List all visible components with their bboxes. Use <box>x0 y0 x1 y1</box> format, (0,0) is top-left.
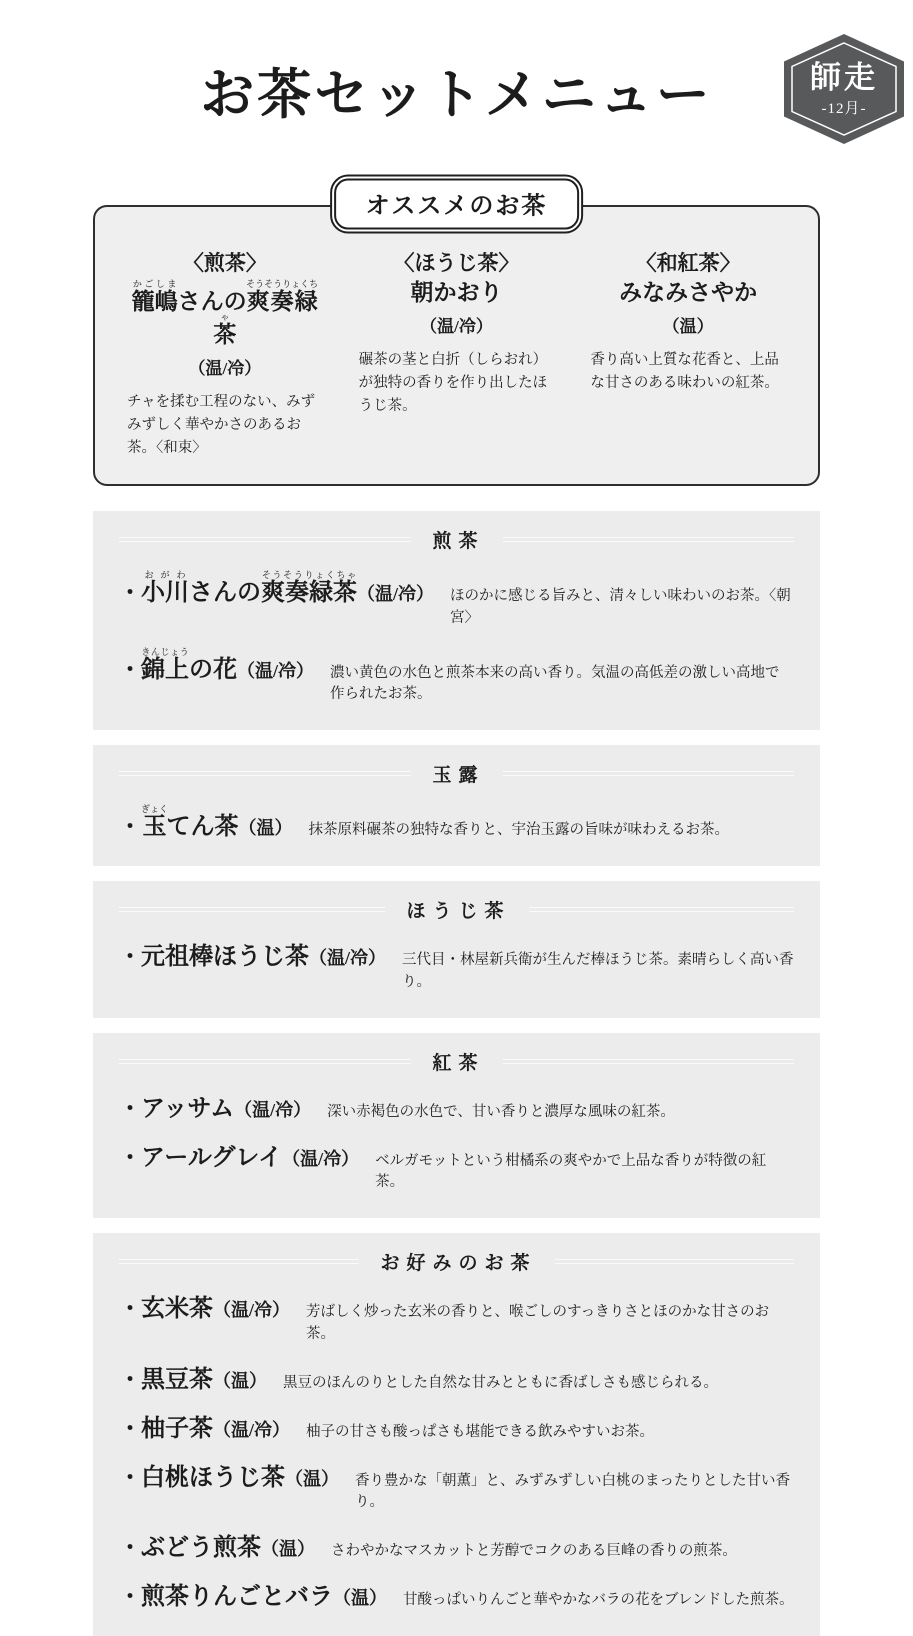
header-line-right <box>503 537 795 542</box>
tea-name: 籠嶋かごしまさんの爽奏緑茶そうそうりょくちゃ <box>131 279 319 347</box>
tea-name: 錦上きんじょうの花 <box>141 646 238 683</box>
recommended-item <box>109 247 341 460</box>
tea-item <box>119 570 794 630</box>
recommended-item <box>341 247 573 460</box>
bullet-marker: ・ <box>119 1366 142 1392</box>
section-header <box>119 526 794 553</box>
tea-temperature: （温/冷） <box>188 358 262 378</box>
tea-name-ruby: 錦上きんじょう <box>141 646 190 683</box>
tea-temperature: （温/冷） <box>282 1148 360 1169</box>
tea-name: アッサム <box>141 1095 235 1122</box>
tea-description: 芳ばしく炒った玄米の香りと、喉ごしのすっきりさとほのかな甘さのお茶。 <box>306 1304 770 1342</box>
tea-temperature: （温/冷） <box>213 1300 291 1321</box>
tea-name: 煎茶りんごとバラ <box>141 1584 334 1611</box>
tea-name-ruby: 爽奏緑茶そうそうりょくちゃ <box>261 570 358 607</box>
tea-category: 〈煎茶〉 <box>182 251 267 275</box>
section-items <box>119 570 794 706</box>
tea-name: 黒豆茶 <box>141 1366 214 1393</box>
tea-section <box>93 1033 820 1219</box>
tea-item <box>119 1531 794 1563</box>
tea-item <box>119 1412 794 1444</box>
tea-name: 小川おがわさんの爽奏緑茶そうそうりょくちゃ <box>141 570 358 607</box>
section-list <box>0 511 913 1636</box>
tea-name-ruby: 玉ぎょく <box>141 804 169 841</box>
tea-description: 濃い黄色の水色と煎茶本来の高い香り。気温の高低差の激しい高地で作られたお茶。 <box>330 664 780 703</box>
bullet-marker: ・ <box>119 1144 142 1170</box>
section-header <box>119 760 794 787</box>
header-line-right <box>555 1259 795 1264</box>
tea-item <box>119 940 794 994</box>
section-header <box>119 1248 794 1275</box>
bullet-marker: ・ <box>119 1095 142 1121</box>
bullet-marker: ・ <box>119 1296 142 1322</box>
header-line-left <box>119 1259 359 1264</box>
section-header <box>119 1048 794 1075</box>
tea-section <box>93 1233 820 1636</box>
section-title: 玉露 <box>432 765 485 787</box>
tea-name: アールグレイ <box>141 1144 283 1171</box>
bullet-marker: ・ <box>119 656 142 682</box>
tea-temperature: （温/冷） <box>234 1099 312 1120</box>
header-line-left <box>119 1059 411 1064</box>
tea-item <box>119 804 794 842</box>
tea-section <box>93 745 820 866</box>
tea-name-ruby: 爽奏緑茶そうそうりょくちゃ <box>213 279 319 347</box>
header-line-right <box>529 907 795 912</box>
tea-item <box>119 1363 794 1395</box>
bullet-marker: ・ <box>119 944 142 970</box>
tea-name: 玉ぎょくてん茶 <box>141 804 239 841</box>
tea-name: みなみさやか <box>619 280 758 305</box>
tea-item <box>119 1141 794 1195</box>
section-title: お好みのお茶 <box>380 1253 537 1275</box>
tea-description: ほのかに感じる旨みと、清々しい味わいのお茶。〈朝宮〉 <box>450 588 791 626</box>
bullet-marker: ・ <box>119 1464 142 1490</box>
tea-item <box>119 1292 794 1346</box>
tea-temperature: （温） <box>333 1588 388 1609</box>
tea-temperature: （温/冷） <box>213 1419 291 1440</box>
tea-temperature: （温） <box>261 1539 316 1560</box>
section-items <box>119 1292 794 1612</box>
tea-temperature: （温/冷） <box>309 948 387 969</box>
tea-item <box>119 1092 794 1124</box>
page-title: お茶セットメニュー <box>200 65 713 125</box>
section-title: 紅茶 <box>432 1052 485 1074</box>
tea-item <box>119 1461 794 1515</box>
tea-temperature: （温） <box>213 1370 268 1391</box>
tea-description: ベルガモットという柑橘系の爽やかで上品な香りが特徴の紅茶。 <box>375 1152 767 1191</box>
bullet-marker: ・ <box>119 580 142 606</box>
tea-description: 三代目・林屋新兵衛が生んだ棒ほうじ茶。素晴らしく高い香り。 <box>402 952 794 990</box>
section-title: ほうじ茶 <box>406 901 511 923</box>
menu-header <box>0 0 913 152</box>
tea-description: 深い赤褐色の水色で、甘い香りと濃厚な風味の紅茶。 <box>327 1103 675 1120</box>
tea-description: 抹茶原料碾茶の独特な香りと、宇治玉露の旨味が味わえるお茶。 <box>308 822 730 839</box>
month-badge <box>783 33 905 145</box>
tea-temperature: （温） <box>238 818 293 839</box>
tea-name: ぶどう煎茶 <box>141 1535 262 1562</box>
tea-description: 香り高い上質な花香と、上品な甘さのある味わいの紅茶。 <box>590 351 779 391</box>
tea-name: 玄米茶 <box>141 1296 214 1323</box>
tea-name-ruby: 小川おがわ <box>141 570 190 607</box>
tea-temperature: （温/冷） <box>357 584 435 605</box>
tea-temperature: （温/冷） <box>420 316 493 336</box>
bullet-marker: ・ <box>119 1415 142 1441</box>
section-title: 煎茶 <box>432 531 485 553</box>
tea-temperature: （温/冷） <box>237 660 315 681</box>
tea-name: 柚子茶 <box>141 1415 214 1442</box>
tea-section <box>93 511 820 730</box>
header-line-left <box>119 771 411 776</box>
recommended-columns <box>109 247 804 460</box>
bullet-marker: ・ <box>119 1535 142 1561</box>
section-header <box>119 896 794 923</box>
month-badge-text <box>783 33 905 145</box>
tea-item <box>119 647 794 707</box>
tea-section <box>93 881 820 1018</box>
tea-description: 黒豆のほんのりとした自然な甘みとともに香ばしさも感じられる。 <box>283 1374 719 1391</box>
tea-name-ruby: 籠嶋かごしま <box>131 279 178 314</box>
tea-name: 朝かおり <box>410 280 503 305</box>
tea-category: 〈ほうじ茶〉 <box>393 251 520 275</box>
tea-description: 甘酸っぱいりんごと華やかなバラの花をブレンドした煎茶。 <box>403 1592 794 1609</box>
bullet-marker: ・ <box>119 814 142 840</box>
section-items <box>119 1092 794 1195</box>
recommended-box <box>93 193 820 486</box>
tea-description: 香り豊かな「朝薫」と、みずみずしい白桃のまったりとした甘い香り。 <box>355 1472 791 1511</box>
header-line-right <box>503 1059 795 1064</box>
bullet-marker: ・ <box>119 1584 142 1610</box>
recommended-item <box>572 247 804 460</box>
tea-temperature: （温） <box>285 1468 340 1489</box>
header-line-left <box>119 537 411 542</box>
recommended-ribbon <box>330 175 584 234</box>
tea-temperature: （温） <box>662 316 714 336</box>
badge-month-label: -12月- <box>821 101 867 118</box>
tea-name: 白桃ほうじ茶 <box>141 1464 286 1491</box>
tea-description: さわやかなマスカットと芳醇でコクのある巨峰の香りの煎茶。 <box>331 1543 737 1560</box>
badge-season-label: 師走 <box>810 59 878 95</box>
section-items <box>119 940 794 994</box>
tea-name: 元祖棒ほうじ茶 <box>141 944 310 971</box>
section-items <box>119 804 794 842</box>
header-line-left <box>119 907 385 912</box>
recommended-ribbon-label: オススメのお茶 <box>365 193 548 220</box>
tea-description: 柚子の甘さも酸っぱさも堪能できる飲みやすいお茶。 <box>306 1423 655 1440</box>
header-line-right <box>503 771 795 776</box>
tea-item <box>119 1580 794 1612</box>
tea-description: チャを揉む工程のない、みずみずしく華やかさのあるお茶。〈和束〉 <box>127 393 316 456</box>
tea-description: 碾茶の茎と白折（しらおれ）が独特の香りを作り出したほうじ茶。 <box>358 351 548 414</box>
tea-category: 〈和紅茶〉 <box>635 251 741 275</box>
